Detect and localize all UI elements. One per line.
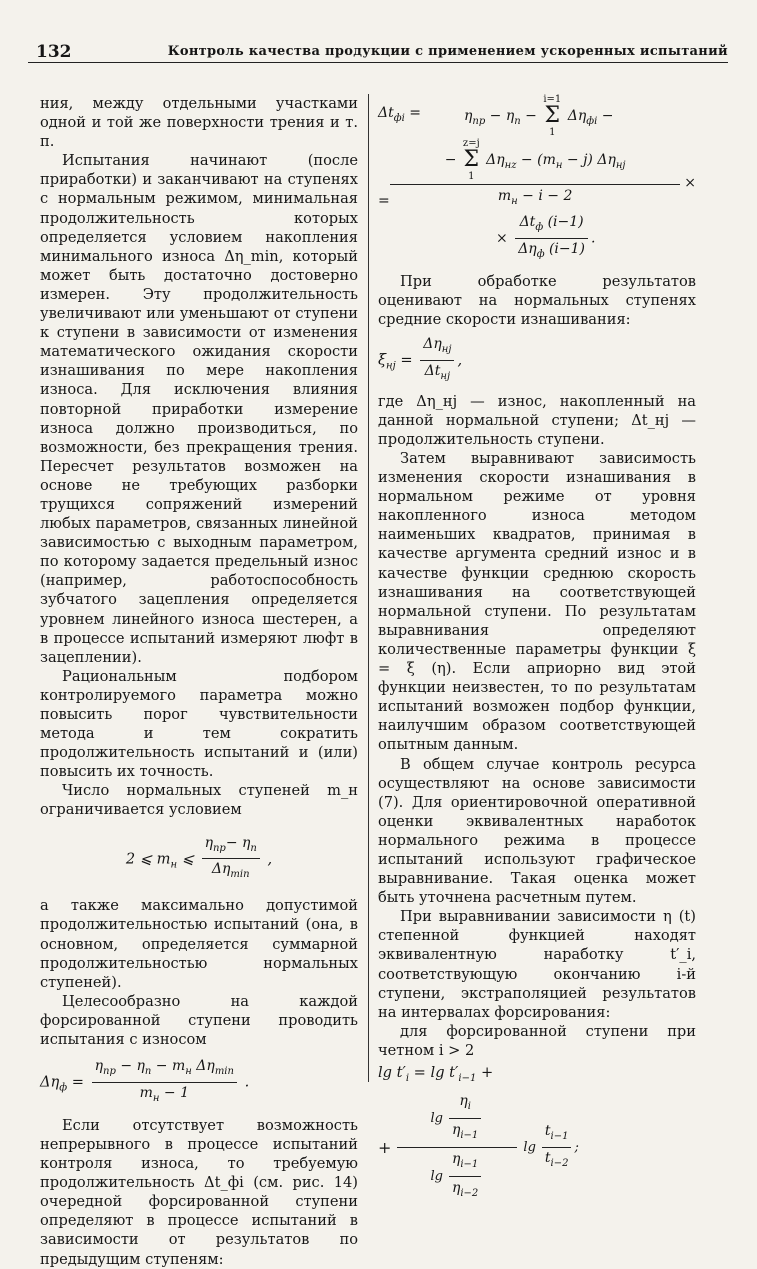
sum-upper: i=1	[543, 94, 562, 105]
sum-lower: 1	[549, 127, 556, 138]
formula-text: m	[497, 188, 512, 204]
formula-text: −	[597, 108, 614, 124]
formula-text: − η	[225, 834, 251, 851]
fraction	[390, 138, 680, 211]
formula-inequality	[40, 834, 358, 885]
sum-sign: Σ	[463, 147, 480, 172]
formula-sub: i	[467, 1100, 471, 1112]
formula-sub: н	[185, 1065, 192, 1077]
formula-sub: нj	[386, 360, 396, 372]
paragraph: Затем выравнивают зависимость изменения скорости изнашивания в нормальном режиме от уровня накопленного износа методом наименьших квадратов, принимая в качестве аргумента средний износ и в качестве функции среднюю скорость изнашивания на соответствующей нормальной ступени. По результатам выравнивания определяют количественные параметры функции ξ = ξ (η). Если априорно вид этой функции неизвестен, то по результатам испытаний возможен подбор функции, наилучшим образом соответствующей опытным данным.	[378, 450, 696, 754]
paragraph: Целесообразно на каждой форсированной ступени проводить испытания с износом	[40, 992, 358, 1048]
formula-text: η	[451, 1121, 461, 1138]
fraction	[449, 1150, 481, 1203]
formula-sub: i	[405, 1072, 410, 1084]
formula-text: +	[476, 1064, 494, 1082]
formula-text: lg	[430, 1168, 443, 1184]
fraction	[420, 335, 454, 386]
formula-sub: ф	[535, 221, 544, 233]
formula-lg-line1	[378, 1063, 696, 1088]
formula-sub: нj	[441, 343, 452, 355]
formula-text: η	[204, 834, 213, 851]
paragraph: а также максимально допустимой продолжительностью испытаний (она, в основном, определяется суммарной продолжительностью нормальных ступеней).	[40, 897, 358, 991]
formula-sub: min	[230, 869, 250, 881]
formula-text: − 1	[159, 1084, 189, 1101]
fraction	[449, 1092, 481, 1145]
formula-sub: н	[555, 159, 563, 171]
paragraph: При выравнивании зависимости η (t) степенной функцией находят эквивалентную наработку t′_i, соответствующую окончанию i-й ступени, экстраполяцией результатов на интервалах форсирования:	[378, 908, 696, 1021]
formula-text: Δη	[40, 1073, 60, 1091]
formula-text: ;	[574, 1139, 579, 1155]
formula-text: − i − 2	[517, 188, 573, 204]
formula-text: Δt	[378, 105, 394, 122]
formula-text: m	[139, 1084, 153, 1101]
formula-lg-line2	[378, 1092, 696, 1203]
formula-text: (i−1)	[543, 213, 584, 230]
fraction	[397, 1092, 517, 1203]
formula-sub: i−2	[460, 1187, 479, 1199]
paragraph: При обработке результатов оценивают на нормальных ступенях средние скорости изнашивания:	[378, 272, 696, 328]
formula-sub: i−1	[550, 1130, 569, 1142]
formula-text: lg t′	[378, 1064, 406, 1082]
formula-text: η	[459, 1093, 468, 1110]
formula-text: − (m	[516, 152, 556, 168]
formula-xi	[378, 335, 696, 386]
paragraph: Если отсутствует возможность непрерывного в процессе испытаний контроля износа, то требуемую продолжительность Δt_фi (см. рис. 14) очередной форсированной ступени определяют в процессе испытаний в зависимости от результатов по предыдущим ступеням:	[40, 1116, 358, 1268]
formula-text: lg	[523, 1139, 536, 1155]
formula-text: t	[544, 1149, 551, 1166]
formula-text: .	[591, 230, 596, 247]
formula-text: +	[378, 1137, 392, 1157]
formula-sub: нj	[440, 370, 451, 382]
formula-text: η	[94, 1058, 104, 1075]
formula-sub: min	[214, 1065, 234, 1077]
formula-text: .	[244, 1073, 250, 1091]
paragraph: Число нормальных ступеней m_н ограничивается условием	[40, 782, 358, 819]
formula-text: =	[400, 351, 413, 369]
formula-text: ,	[457, 351, 463, 369]
summation	[463, 138, 480, 182]
paragraph: Рациональным подбором контролируемого параметра можно повысить порог чувствительности метода и тем сократить продолжительность испытаний и (или) повысить их точность.	[40, 667, 358, 781]
formula-text: ×	[684, 174, 696, 191]
formula-text: =	[71, 1073, 84, 1091]
page-number: 132	[36, 42, 72, 62]
formula-text: Δη	[191, 1058, 215, 1075]
running-title: Контроль качества продукции с применением ускоренных испытаний	[167, 44, 728, 59]
formula-text: t	[544, 1122, 551, 1139]
sum-upper: z=j	[462, 138, 480, 149]
formula-sub: фi	[393, 112, 405, 124]
formula-delta-t-phi	[378, 94, 696, 264]
right-column	[378, 94, 696, 1199]
formula-text: − η	[115, 1058, 145, 1075]
formula-sub: пр	[472, 115, 486, 127]
formula-text: =	[409, 105, 421, 122]
fraction	[92, 1057, 237, 1108]
formula-text: 2 ⩽ m	[125, 849, 171, 867]
formula-text: lg	[430, 1110, 443, 1126]
formula-text: Δη	[211, 861, 231, 878]
formula-sub: нj	[615, 159, 626, 171]
formula-sub: н	[511, 195, 518, 207]
formula-sub: i−1	[460, 1158, 479, 1170]
formula-text: ,	[267, 849, 273, 867]
fraction	[515, 213, 588, 264]
sum-lower: 1	[468, 171, 475, 182]
formula-text: −	[444, 152, 457, 168]
fraction	[542, 1122, 572, 1173]
formula-sub: нz	[504, 159, 517, 171]
formula-text: = lg t′	[409, 1064, 459, 1082]
paragraph: Испытания начинают (после приработки) и заканчивают на ступенях с нормальным режимом, минимальная продолжительность которых определяется условием накопления минимального износа Δη_min, который может быть достаточно достоверно измерен. Эту продолжительность увеличивают или уменьшают от ступени к ступени в зависимости от изменения математического ожидания скорости изнашивания по мере накопления износа. Для исключения влияния повторной приработки измерение износа должно производиться, по возможности, без прекращения трения. Пересчет результатов возможен на основе не требующих разборки трущихся сопряжений измерений любых параметров, связанных линейной зависимостью с выходным параметром, по которому задается предельный износ (например, работоспособность зубчатого зацепления определяется уровнем линейного износа шестерен, а в процессе испытаний измеряют люфт в зацеплении).	[40, 152, 358, 666]
formula-sub: i−1	[460, 1129, 479, 1141]
paragraph: В общем случае контроль ресурса осуществляют на основе зависимости (7). Для ориентировочной оперативной оценки эквивалентных наработок нормального режима в процессе испытаний используют графическое выравнивание. Такая оценка может быть уточнена расчетным путем.	[378, 755, 696, 907]
formula-text: ξ	[378, 351, 387, 369]
formula-text: Δη	[423, 335, 442, 352]
formula-text: Δt	[519, 213, 536, 230]
formula-text: ×	[496, 230, 508, 247]
formula-sub: пр	[212, 842, 226, 854]
formula-sub: пр	[103, 1065, 116, 1077]
formula-text: −	[520, 108, 537, 124]
paragraph: ния, между отдельными участками одной и той же поверхности трения и т. п.	[40, 95, 358, 151]
formula-text: Δη	[567, 108, 587, 124]
formula-sub: фi	[586, 115, 598, 127]
formula-text: ⩽	[181, 849, 194, 867]
paragraph: где Δη_нj — износ, накопленный на данной нормальной ступени; Δt_нj — продолжительность ступени.	[378, 392, 696, 448]
summation	[543, 94, 561, 138]
formula-sub: п	[250, 842, 257, 854]
running-header	[28, 40, 728, 63]
formula-sub: п	[144, 1065, 152, 1077]
formula-text: − m	[151, 1058, 186, 1075]
formula-text: η	[464, 108, 473, 124]
formula-text: Δη	[486, 152, 505, 168]
formula-text: =	[378, 192, 390, 209]
column-divider	[368, 94, 369, 1082]
formula-text: − η	[485, 108, 515, 124]
formula-sub: п	[514, 115, 521, 127]
formula-sub: i−2	[550, 1157, 569, 1169]
formula-sub: н	[170, 858, 178, 870]
formula-text: Δη	[518, 240, 537, 257]
formula-sub: i−1	[458, 1072, 477, 1084]
formula-sub: ф	[536, 248, 545, 260]
formula-text: Δt	[424, 362, 441, 379]
formula-text: − j) Δη	[562, 152, 616, 168]
formula-sub: н	[152, 1092, 160, 1104]
formula-delta-eta-phi	[40, 1057, 358, 1108]
left-column	[40, 94, 358, 1268]
fraction	[202, 834, 260, 885]
formula-sub: ф	[59, 1082, 68, 1094]
sum-sign: Σ	[544, 103, 561, 128]
formula-text: η	[451, 1179, 461, 1196]
paragraph: для форсированной ступени при четном i > 2	[378, 1022, 696, 1059]
formula-text: η	[451, 1150, 461, 1167]
formula-text: (i−1)	[544, 240, 586, 257]
